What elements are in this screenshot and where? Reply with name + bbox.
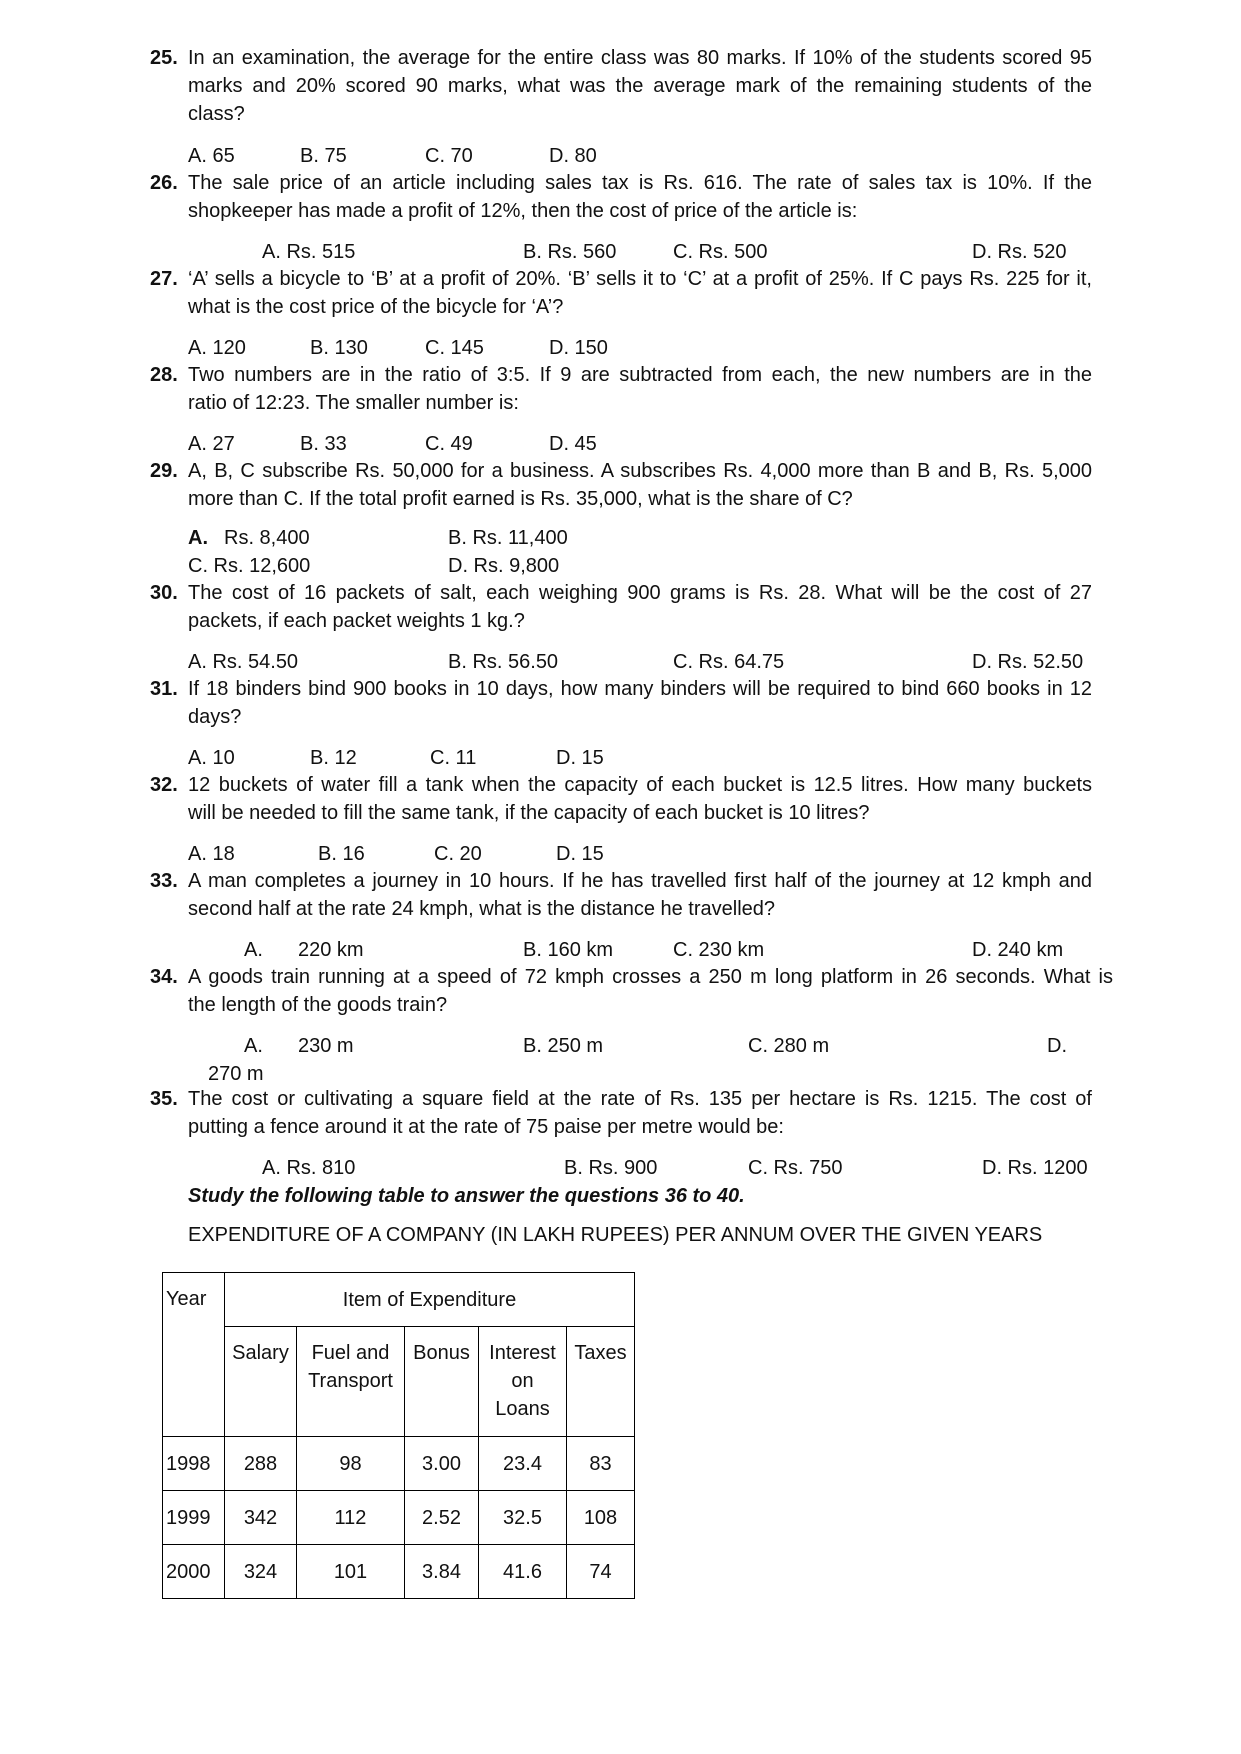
- group-header: Item of Expenditure: [225, 1273, 635, 1327]
- option-d: D. 15: [556, 747, 604, 769]
- table-row: [163, 1437, 635, 1491]
- option-d: D. 15: [556, 843, 604, 865]
- option-c: C. 230 km: [673, 939, 765, 961]
- option-a: A. Rs. 54.50: [188, 651, 299, 673]
- option-b: B. Rs. 560: [523, 241, 617, 263]
- question-number: 30.: [150, 582, 178, 604]
- option-c: C. 280 m: [748, 1035, 830, 1057]
- option-d: D. Rs. 1200: [982, 1157, 1088, 1179]
- question-number: 28.: [150, 364, 178, 386]
- column-header-taxes: Taxes: [567, 1327, 635, 1437]
- table-cell: 74: [567, 1545, 635, 1599]
- question-text: The sale price of an article including sales tax is Rs. 616. The rate of sales tax is 10%. If the: [188, 172, 1092, 194]
- table-cell: 3.84: [405, 1545, 479, 1599]
- option-d: D. 240 km: [972, 939, 1064, 961]
- question-text: ‘A’ sells a bicycle to ‘B’ at a profit of 20%. ‘B’ sells it to ‘C’ at a profit of 25%. If C pays Rs. 225 for it,: [188, 268, 1092, 290]
- option-a: 230 m: [298, 1035, 354, 1057]
- question-text: 12 buckets of water fill a tank when the capacity of each bucket is 12.5 litres. How many buckets: [188, 774, 1092, 796]
- option-a: A. Rs. 515: [262, 241, 356, 263]
- question-text: ratio of 12:23. The smaller number is:: [188, 392, 519, 414]
- column-header-salary: Salary: [225, 1327, 297, 1437]
- question-text: shopkeeper has made a profit of 12%, then the cost of price of the article is:: [188, 200, 858, 222]
- question-number: 29.: [150, 460, 178, 482]
- column-header-bonus: Bonus: [405, 1327, 479, 1437]
- table-instruction: Study the following table to answer the questions 36 to 40.: [188, 1185, 745, 1207]
- question-text: The cost or cultivating a square field at the rate of Rs. 135 per hectare is Rs. 1215. The cost of: [188, 1088, 1092, 1110]
- table-cell: 83: [567, 1437, 635, 1491]
- question-text: The cost of 16 packets of salt, each weighing 900 grams is Rs. 28. What will be the cost of 27: [188, 582, 1092, 604]
- option-b: B. 130: [310, 337, 368, 359]
- question-text: class?: [188, 103, 245, 125]
- question-number: 25.: [150, 47, 178, 69]
- option-c: C. Rs. 12,600: [188, 555, 311, 577]
- column-header-fuel-transport: Fuel and Transport: [297, 1327, 405, 1437]
- question-text: what is the cost price of the bicycle for ‘A’?: [188, 296, 564, 318]
- question-number: 34.: [150, 966, 178, 988]
- question-text: the length of the goods train?: [188, 994, 448, 1016]
- question-text: more than C. If the total profit earned is Rs. 35,000, what is the share of C?: [188, 488, 853, 510]
- question-text: A man completes a journey in 10 hours. If he has travelled first half of the journey at 12 kmph and: [188, 870, 1092, 892]
- option-c: C. Rs. 64.75: [673, 651, 785, 673]
- option-b: B. 33: [300, 433, 347, 455]
- question-text: second half at the rate 24 kmph, what is the distance he travelled?: [188, 898, 776, 920]
- option-c: C. 20: [434, 843, 482, 865]
- option-a: A. Rs. 810: [262, 1157, 356, 1179]
- table-cell: 108: [567, 1491, 635, 1545]
- question-number: 27.: [150, 268, 178, 290]
- question-text: A goods train running at a speed of 72 kmph crosses a 250 m long platform in 26 seconds. What is: [188, 966, 1113, 988]
- option-d: D. Rs. 9,800: [448, 555, 560, 577]
- table-cell: 41.6: [479, 1545, 567, 1599]
- option-a: A. 18: [188, 843, 235, 865]
- table-cell: 342: [225, 1491, 297, 1545]
- year-cell: 1998: [163, 1437, 225, 1491]
- option-a-letter: A.: [188, 527, 208, 549]
- option-c: C. 145: [425, 337, 484, 359]
- option-b: B. 16: [318, 843, 365, 865]
- table-row: [163, 1545, 635, 1599]
- option-a: A. 120: [188, 337, 246, 359]
- option-d: D. 45: [549, 433, 597, 455]
- question-text: will be needed to fill the same tank, if the capacity of each bucket is 10 litres?: [188, 802, 870, 824]
- table-cell: 112: [297, 1491, 405, 1545]
- option-d: D. Rs. 520: [972, 241, 1067, 263]
- column-header-interest: Interest on Loans: [479, 1327, 567, 1437]
- option-a: A. 10: [188, 747, 235, 769]
- option-a: 220 km: [298, 939, 364, 961]
- option-b: B. Rs. 900: [564, 1157, 658, 1179]
- option-c: C. 70: [425, 145, 473, 167]
- table-cell: 32.5: [479, 1491, 567, 1545]
- option-d: D. 150: [549, 337, 608, 359]
- table-cell: 98: [297, 1437, 405, 1491]
- question-text: A, B, C subscribe Rs. 50,000 for a business. A subscribes Rs. 4,000 more than B and B, Rs. 5,000: [188, 460, 1092, 482]
- question-text: packets, if each packet weights 1 kg.?: [188, 610, 525, 632]
- option-b: B. 75: [300, 145, 347, 167]
- year-cell: 2000: [163, 1545, 225, 1599]
- question-text: putting a fence around it at the rate of 75 paise per metre would be:: [188, 1116, 784, 1138]
- question-number: 31.: [150, 678, 178, 700]
- option-d: D. Rs. 52.50: [972, 651, 1084, 673]
- option-d-letter: D.: [1047, 1035, 1067, 1057]
- expenditure-table: [162, 1272, 635, 1599]
- option-c: C. 49: [425, 433, 473, 455]
- question-number: 32.: [150, 774, 178, 796]
- table-cell: 288: [225, 1437, 297, 1491]
- year-cell: 1999: [163, 1491, 225, 1545]
- option-a: A. 27: [188, 433, 235, 455]
- option-a: A. 65: [188, 145, 235, 167]
- question-number: 35.: [150, 1088, 178, 1110]
- table-cell: 324: [225, 1545, 297, 1599]
- table-cell: 23.4: [479, 1437, 567, 1491]
- question-text: marks and 20% scored 90 marks, what was the average mark of the remaining students of the: [188, 75, 1092, 97]
- question-text: If 18 binders bind 900 books in 10 days, how many binders will be required to bind 660 books in 12: [188, 678, 1092, 700]
- question-text: days?: [188, 706, 242, 728]
- option-b: B. Rs. 56.50: [448, 651, 559, 673]
- question-number: 33.: [150, 870, 178, 892]
- option-b: B. Rs. 11,400: [448, 527, 568, 549]
- option-d: 270 m: [208, 1063, 264, 1085]
- option-c: C. Rs. 500: [673, 241, 768, 263]
- option-c: C. 11: [430, 747, 477, 769]
- table-title: EXPENDITURE OF A COMPANY (IN LAKH RUPEES) PER ANNUM OVER THE GIVEN YEARS: [188, 1224, 1043, 1246]
- question-text: Two numbers are in the ratio of 3:5. If 9 are subtracted from each, the new numbers are in the: [188, 364, 1092, 386]
- table-cell: 2.52: [405, 1491, 479, 1545]
- table-cell: 3.00: [405, 1437, 479, 1491]
- option-b: B. 250 m: [523, 1035, 604, 1057]
- option-b: B. 12: [310, 747, 357, 769]
- option-a-letter: A.: [244, 939, 263, 961]
- question-number: 26.: [150, 172, 178, 194]
- table-cell: 101: [297, 1545, 405, 1599]
- option-c: C. Rs. 750: [748, 1157, 843, 1179]
- option-a: Rs. 8,400: [224, 527, 310, 549]
- option-b: B. 160 km: [523, 939, 614, 961]
- table-row: [163, 1491, 635, 1545]
- question-text: In an examination, the average for the entire class was 80 marks. If 10% of the students scored 95: [188, 47, 1092, 69]
- option-d: D. 80: [549, 145, 597, 167]
- option-a-letter: A.: [244, 1035, 263, 1057]
- year-header: Year: [163, 1273, 225, 1437]
